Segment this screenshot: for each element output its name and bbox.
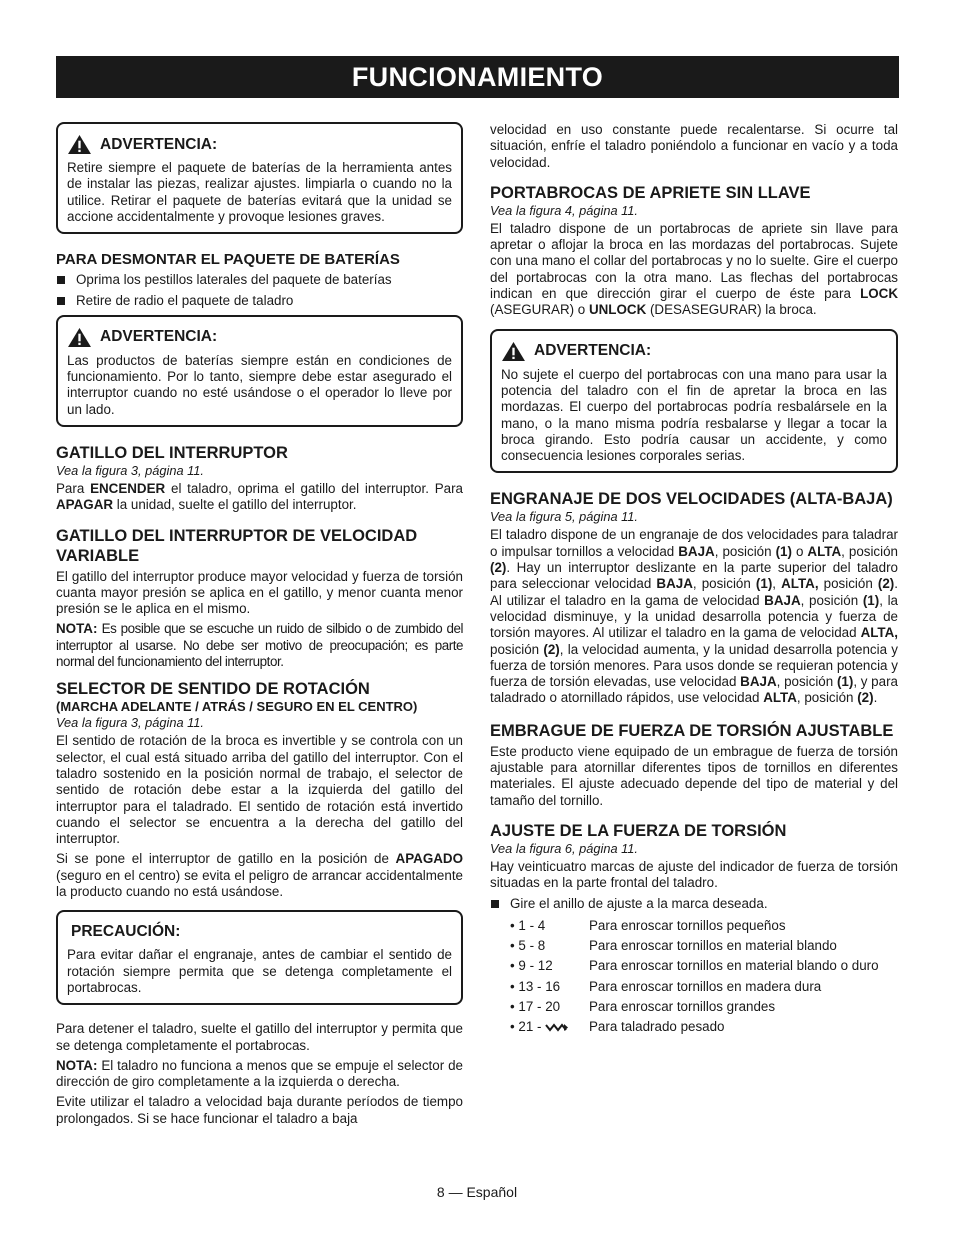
warning-label: ADVERTENCIA: xyxy=(534,342,652,360)
figure-reference: Vea la figura 3, página 11. xyxy=(56,462,204,478)
list-item: Gire el anillo de ajuste a la marca deseada. xyxy=(490,896,898,912)
torque-row: • 5 - 8 Para enroscar tornillos en material blando xyxy=(510,938,837,954)
warning-label: ADVERTENCIA: xyxy=(100,328,218,346)
section-banner: FUNCIONAMIENTO xyxy=(56,56,899,98)
section-title: SELECTOR DE SENTIDO DE ROTACIÓN xyxy=(56,680,370,699)
remove-battery-section xyxy=(56,250,463,310)
bullet-list xyxy=(490,896,898,912)
paragraph: Evite utilizar el taladro a velocidad baja durante períodos de tiempo prolongados. Si se hace funcionar el taladro a baja xyxy=(56,1094,463,1126)
warning-box-operation xyxy=(56,315,463,427)
warning-text: Retire siempre el paquete de baterías de la herramienta antes de instalar las piezas, realizar ajustes. limpiarla o cuando no la utilice. Retirar el paquete de baterías evitará que la unidad se accione accidentalmente y provoque lesiones graves. xyxy=(67,160,452,224)
caution-text: Para evitar dañar el engranaje, antes de cambiar el sentido de rotación siempre permita que se detenga completamente el portabrocas. xyxy=(67,947,452,995)
warning-heading xyxy=(501,341,887,362)
figure-reference: Vea la figura 5, página 11. xyxy=(490,509,638,525)
warning-triangle-icon xyxy=(67,327,92,348)
trigger-section xyxy=(56,443,463,514)
warning-triangle-icon xyxy=(67,134,92,155)
torque-settings-list xyxy=(510,918,898,1036)
list-item: Retire de radio el paquete de taladro xyxy=(56,293,463,309)
page-footer: 8 — Español xyxy=(436,1184,518,1200)
section-title: GATILLO DEL INTERRUPTOR xyxy=(56,443,288,462)
caution-heading xyxy=(67,922,452,942)
note: NOTA: El taladro no funciona a menos que se empuje el selector de dirección de giro completamente a la izquierda o derecha. xyxy=(56,1057,463,1090)
stopping-section xyxy=(56,1021,463,1127)
clutch-section xyxy=(490,721,898,809)
paragraph: Si se pone el interruptor de gatillo en la posición de APAGADO (seguro en el centro) se evita el peligro de arrancar accidentalmente la producto cuando no está usándose. xyxy=(56,851,463,900)
left-column xyxy=(56,122,463,1131)
section-title: PARA DESMONTAR EL PAQUETE DE BATERÍAS xyxy=(56,251,400,269)
torque-row: • 17 - 20 Para enroscar tornillos grandes xyxy=(510,998,776,1014)
rotation-selector-section xyxy=(56,679,463,900)
caution-box xyxy=(56,910,463,1005)
paragraph: El taladro dispone de un engranaje de dos velocidades para taladrar o impulsar tornillos a velocidad BAJA, posición (1) o ALTA, posición (2). Hay un interruptor deslizante en la parte superior del taladro para seleccionar velocidad BAJA, posición (1), ALTA, posición (2). Al utilizar el taladro en la gama de velocidad BAJA, posición (1), la velocidad disminuye, y la unidad desarrolla potencia y fuerza de torsión mayores. Al utilizar el taladro en la gama de velocidad ALTA, posición (2), la velocidad aumenta, y la unidad desarrolla potencia y fuerza de torsión menores. Para usos donde se requieran potencia y fuerza de torsión elevadas, use velocidad BAJA, posición (1), y para taladrado o atornillado rápidos, use velocidad ALTA, posición (2). xyxy=(490,527,898,706)
figure-reference: Vea la figura 6, página 11. xyxy=(490,840,638,856)
paragraph: El sentido de rotación de la broca es invertible y se controla con un selector, el cual está situado arriba del gatillo del interruptor. Con el taladro sostenido en la posición normal de trabajo, el selector de sentido de rotación debe estar a la izquierda del gatillo del interruptor para el taladrado. El sentido de rotación está invertido cuando el selector se encuentra a la derecha del gatillo del interruptor. xyxy=(56,733,463,847)
warning-box-battery xyxy=(56,122,463,234)
figure-reference: Vea la figura 4, página 11. xyxy=(490,202,638,218)
section-subtitle: (MARCHA ADELANTE / ATRÁS / SEGURO EN EL CENTRO) xyxy=(56,699,418,715)
note: NOTA: Es posible que se escuche un ruido de silbido o de zumbido del interruptor al usarse. No debe ser motivo de preocupación; es parte normal del funcionamiento del interruptor. xyxy=(56,621,463,670)
section-title: AJUSTE DE LA FUERZA DE TORSIÓN xyxy=(490,821,787,840)
section-title: GATILLO DEL INTERRUPTOR DE VELOCIDAD VARIABLE xyxy=(56,526,418,565)
bullet-list xyxy=(56,272,463,310)
warning-heading xyxy=(67,134,452,155)
section-title: PORTABROCAS DE APRIETE SIN LLAVE xyxy=(490,183,811,202)
torque-adjust-section xyxy=(490,821,898,1036)
paragraph-continued: velocidad en uso constante puede recalentarse. Si ocurre tal situación, enfríe el taladro poniéndolo a funcionar en vacío y a toda velocidad. xyxy=(490,122,898,170)
warning-box-chuck xyxy=(490,329,898,474)
torque-row: • 9 - 12 Para enroscar tornillos en material blando o duro xyxy=(510,958,879,974)
drill-symbol-icon xyxy=(545,1023,569,1032)
section-title: ENGRANAJE DE DOS VELOCIDADES (ALTA-BAJA) xyxy=(490,490,893,509)
paragraph: Para detener el taladro, suelte el gatillo del interruptor y permita que se detenga completamente el portabrocas. xyxy=(56,1021,463,1053)
keyless-chuck-section xyxy=(490,183,898,319)
list-item: Oprima los pestillos laterales del paquete de baterías xyxy=(56,272,463,288)
torque-row: • 1 - 4 Para enroscar tornillos pequeños xyxy=(510,917,786,933)
trigger-text: Para ENCENDER el taladro, oprima el gatillo del interruptor. Para APAGAR la unidad, suelte el gatillo del interruptor. xyxy=(56,480,463,513)
warning-text: Las productos de baterías siempre están en condiciones de funcionamiento. Por lo tanto, siempre debe estar asegurado el interruptor cuando no esté usándose o el operador lo lleve por un lado. xyxy=(67,352,452,417)
paragraph: El taladro dispone de un portabrocas de apriete sin llave para apretar o aflojar la broca en las mordazas del portabrocas. Sujete con una mano el collar del portabrocas y no lo suelte. Gire el cuerpo del portabrocas con la otra mano. Las flechas del portabrocas indican en que dirección girar el cuerpo de éste para LOCK (ASEGURAR) o UNLOCK (DESASEGURAR) la broca. xyxy=(490,220,898,318)
caution-label: PRECAUCIÓN: xyxy=(71,923,181,941)
paragraph: Hay veinticuatro marcas de ajuste del indicador de fuerza de torsión situadas en la parte frontal del taladro. xyxy=(490,858,898,891)
figure-reference: Vea la figura 3, página 11. xyxy=(56,715,204,731)
right-column xyxy=(490,122,898,1040)
paragraph: El gatillo del interruptor produce mayor velocidad y fuerza de torsión cuanta mayor presión se aplica en el gatillo, y menor cuanta menor presión se le aplica en el mismo. xyxy=(56,568,463,617)
warning-label: ADVERTENCIA: xyxy=(100,135,218,153)
warning-text: No sujete el cuerpo del portabrocas con una mano para usar la potencia del taladro con el fin de apretar la broca en las mordazas. El cuerpo del portabrocas podría resbalársele en la mano, o la mano misma podría resbalarse y llegar a tocar la broca girando. Esto podría causar un accidente, y como consecuencia lesiones corporales serias. xyxy=(501,366,887,464)
warning-heading xyxy=(67,327,452,348)
paragraph: Este producto viene equipado de un embrague de fuerza de torsión ajustable para atornillar diferentes tipos de tornillos en diferentes materiales. El ajuste adecuado depende del tipo de material y del tamaño del tornillo. xyxy=(490,743,898,808)
variable-speed-section xyxy=(56,526,463,671)
warning-triangle-icon xyxy=(501,341,526,362)
section-title: EMBRAGUE DE FUERZA DE TORSIÓN AJUSTABLE xyxy=(490,721,894,740)
torque-row: • 21 - Para taladrado pesado xyxy=(510,1019,725,1035)
torque-row: • 13 - 16 Para enroscar tornillos en madera dura xyxy=(510,978,822,994)
two-speed-section xyxy=(490,489,898,706)
